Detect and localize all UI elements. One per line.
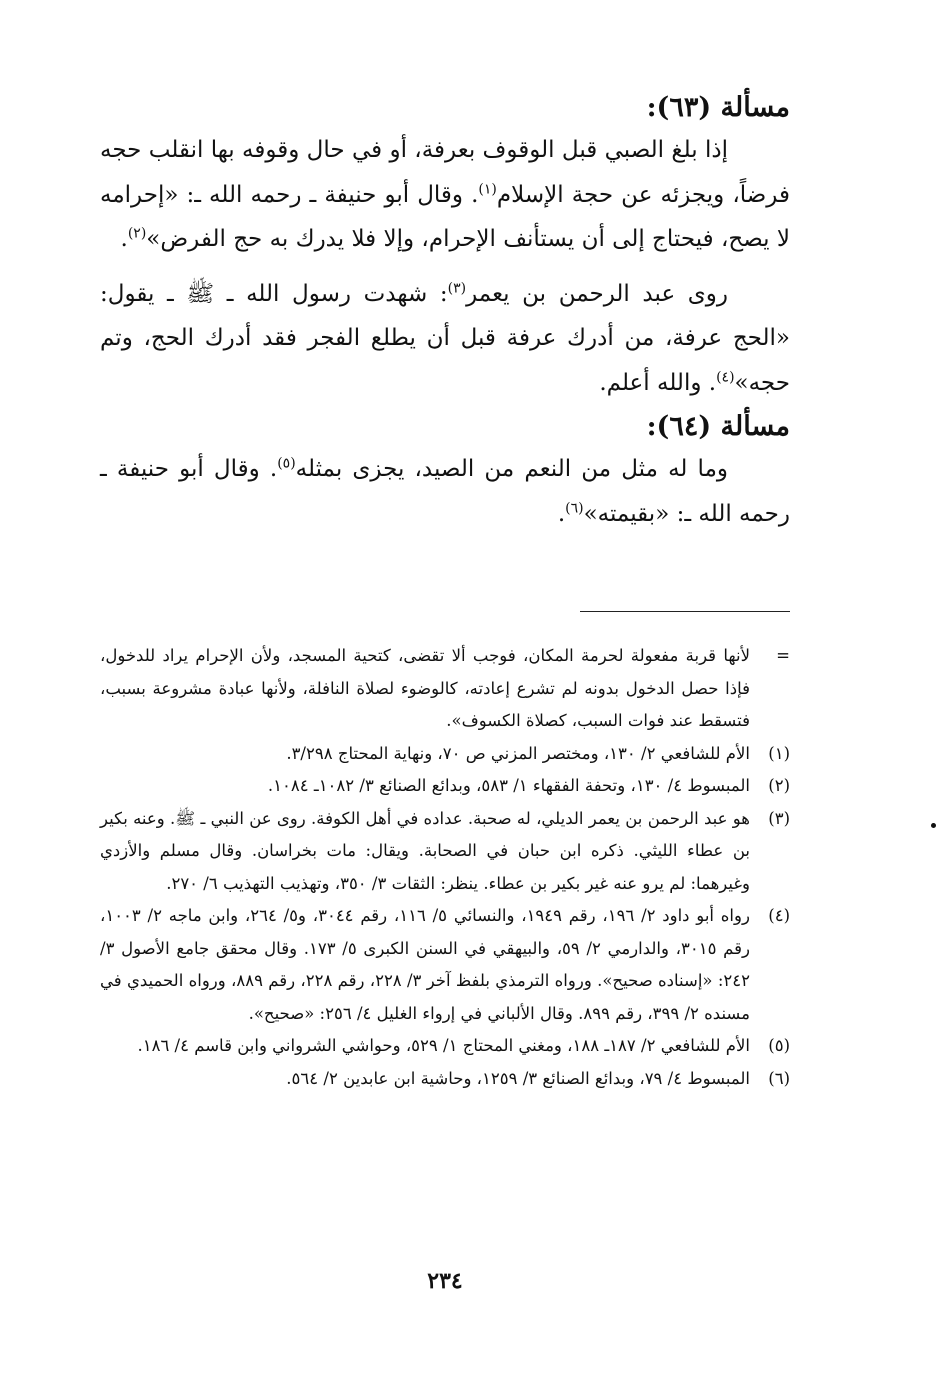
book-page	[100, 88, 790, 1318]
page-number: ٢٣٤	[427, 1268, 463, 1294]
body-paragraph	[100, 128, 790, 262]
footnote-item	[100, 803, 790, 901]
issue-heading: مسألة (٦٣):	[646, 92, 790, 123]
body-paragraph	[100, 272, 790, 406]
footnote-separator	[580, 611, 790, 612]
footnote-item	[100, 738, 790, 771]
footnote-item	[100, 1063, 790, 1096]
footnote-text: لأنها قربة مفعولة لحرمة المكان، فوجب ألا تقضى، كتحية المسجد، ولأن الإحرام يراد للدخول، فإذا حصل الدخول بدونه لم تشرع إعادته، كالوضوء لصلاة النافلة، ولأنها عبادة مشروعة بسبب، فتسقط عند فوات السبب، كصلاة الكسوف».	[100, 646, 750, 730]
footnote-reference[interactable]: (٦)	[565, 499, 584, 516]
footnote-number: (٤)	[768, 906, 790, 925]
footnote-text: المبسوط ٤/ ٧٩، وبدائع الصنائع ٣/ ١٢٥٩، وحاشية ابن عابدين ٢/ ٥٦٤.	[286, 1068, 750, 1088]
footnote-item	[100, 1030, 790, 1063]
footnote-item	[100, 640, 790, 738]
footnote-number: (٦)	[768, 1068, 790, 1088]
body-paragraph	[100, 447, 790, 536]
footnote-item	[100, 900, 790, 1030]
footnote-text: رواه أبو داود ٢/ ١٩٦، رقم ١٩٤٩، والنسائي ٥/ ١١٦، رقم ٣٠٤٤، و٥/ ٢٦٤، وابن ماجه ٢/ ١٠٠٣، رقم ٣٠١٥، والدارمي ٢/ ٥٩، والبيهقي في السنن الكبرى ٥/ ١٧٣. وقال محقق جامع الأصول ٣/ ٢٤٢: «إسناده صحيح». ورواه الترمذي بلفظ آخر ٣/ ٢٢٨، رقم ٢٢٨، رقم ٨٨٩، ورواه الحميدي في مسنده ٢/ ٣٩٩، رقم ٨٩٩. وقال الألباني في إرواء الغليل ٤/ ٢٥٦: «صحيح».	[100, 906, 750, 1023]
issue-heading: مسألة (٦٤):	[646, 411, 790, 442]
paragraph-text: . والله أعلم.	[599, 369, 717, 396]
footnote-text: الأم للشافعي ٢/ ١٨٧ـ ١٨٨، ومغني المحتاج ١/ ٥٢٩، وحواشي الشرواني وابن قاسم ٤/ ١٨٦.	[137, 1036, 750, 1055]
footnote-item	[100, 770, 790, 803]
footnote-number: =	[776, 646, 790, 665]
footnote-number: (٣)	[768, 808, 790, 828]
footnote-text: الأم للشافعي ٢/ ١٣٠، ومختصر المزني ص ٧٠، ونهاية المحتاج ٣/٢٩٨.	[286, 743, 750, 763]
footnote-reference[interactable]: (٢)	[127, 225, 147, 242]
footnote-text: هو عبد الرحمن بن يعمر الديلي، له صحبة. عداده في أهل الكوفة. روى عن النبي ـ ﷺ. وعنه بكير بن عطاء الليثي. ذكره ابن حبان في الصحابة. ويقال: مات بخراسان. وقال مسلم والأزدي وغيرهما: لم يرو عنه غير بكير بن عطاء. ينظر: الثقات ٣/ ٣٥٠، وتهذيب التهذيب ٦/ ٢٧٠.	[100, 808, 750, 893]
footnote-number: (٢)	[768, 776, 790, 795]
footnote-reference[interactable]: (١)	[478, 180, 497, 197]
footnote-reference[interactable]: (٣)	[447, 279, 467, 296]
footnote-reference[interactable]: (٥)	[277, 455, 296, 472]
footnotes-list	[100, 640, 790, 1095]
footnote-number: (٥)	[768, 1036, 790, 1055]
paragraph-text: وما له مثل من النعم من الصيد، يجزى بمثله	[295, 456, 728, 482]
footnote-number: (١)	[768, 743, 790, 763]
paragraph-text: .	[120, 226, 128, 252]
paragraph-text: إذا بلغ الصبي قبل الوقوف بعرفة، أو في حال وقوفه بها انقلب حجه فرضاً، ويجزئه عن حجة الإسلام	[100, 137, 790, 208]
paragraph-text: . وقال أبو حنيفة ـ رحمه الله ـ: «إحرامه لا يصح، فيحتاج إلى أن يستأنف الإحرام، وإلا فلا يدرك به حج الفرض»	[100, 181, 790, 252]
paragraph-text: روى عبد الرحمن بن يعمر	[466, 280, 728, 307]
footnote-reference[interactable]: (٤)	[716, 368, 735, 385]
paragraph-text: : شهدت رسول الله ـ ﷺ ـ يقول: «الحج عرفة، من أدرك عرفة قبل أن يطلع الفجر فقد أدرك الحج، وتم حجه»	[100, 280, 790, 396]
footnote-text: المبسوط ٤/ ١٣٠، وتحفة الفقهاء ١/ ٥٨٣، وبدائع الصنائع ٣/ ١٠٨٢ـ ١٠٨٤.	[267, 776, 750, 795]
margin-dot	[931, 823, 936, 828]
paragraph-text: . وقال أبو حنيفة ـ رحمه الله ـ: «بقيمته»	[100, 456, 790, 527]
paragraph-text: .	[557, 500, 566, 527]
